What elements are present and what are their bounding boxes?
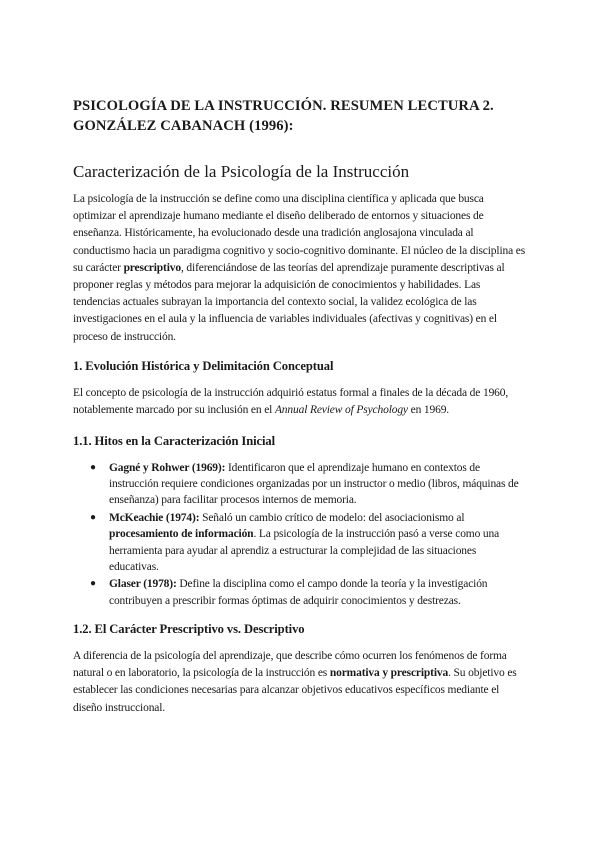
list-item (73, 460, 528, 509)
list-item-text: Identificaron que el aprendizaje humano en contextos de instrucción requiere condiciones organizadas por un instructor o medio (libros, máquinas de enseñanza) para facilitar procesos internos de memoria. (109, 462, 519, 507)
paragraph-2 (73, 648, 528, 717)
section-title: Caracterización de la Psicología de la Instrucción (73, 162, 410, 181)
paragraph-1-text-1: El concepto de psicología de la instrucción adquirió estatus formal a finales de la década de 1960, notablemente marcado por su inclusión en el (73, 387, 509, 417)
intro-text-2: , diferenciándose de las teorías del aprendizaje puramente descriptivas al proponer reglas y métodos para mejorar la adquisición de conocimientos y habilidades. Las tendencias actuales subrayan la importancia del contexto social, la validez ecológica de las investigaciones en el aula y la influencia de variables individuales (afectivas y cognitivas) en el proceso de instrucción. (73, 261, 505, 343)
paragraph-1 (73, 385, 528, 419)
document-title (73, 96, 543, 136)
list-item-text: Señaló un cambio crítico de modelo: del asociacionismo al (199, 512, 465, 525)
list-item-bold: Gagné y Rohwer (1969): (109, 462, 226, 474)
list-item (73, 576, 528, 608)
list-item-text: Define la disciplina como el campo donde la teoría y la investigación contribuyen a prescribir formas óptimas de adquirir conocimientos y destrezas. (109, 578, 488, 607)
heading-1-2: 1.2. El Carácter Prescriptivo vs. Descriptivo (73, 622, 305, 636)
intro-paragraph (73, 191, 528, 346)
list-item-bold-term: procesamiento de información (109, 528, 254, 541)
paragraph-2-text-1: A diferencia de la psicología del aprendizaje, que describe cómo ocurren los fenómenos de forma natural o en laboratorio, la psicología de la instrucción es (73, 650, 507, 680)
paragraph-1-text-2: en 1969. (407, 404, 450, 417)
bullet-icon: ● (90, 462, 96, 473)
bullet-icon: ● (90, 578, 96, 590)
document-title-line-1: PSICOLOGÍA DE LA INSTRUCCIÓN. RESUMEN LECTURA 2. (73, 98, 494, 114)
document-title-line-2: GONZÁLEZ CABANACH (1996): (73, 118, 294, 134)
list-item-bold: Glaser (1978): (109, 578, 177, 591)
heading-1: 1. Evolución Histórica y Delimitación Conceptual (73, 359, 334, 373)
paragraph-2-bold: normativa y prescriptiva (329, 667, 449, 680)
intro-bold-term: prescriptivo (123, 261, 181, 274)
paragraph-1-italic: Annual Review of Psychology (274, 404, 408, 417)
intro-text-1: La psicología de la instrucción se define como una disciplina científica y aplicada que busca optimizar el aprendizaje humano mediante el diseño deliberado de entornos y situaciones de enseñanza. Históricamente, ha evolucionado desde una tradición anglosajona vinculada al conductismo hacia un paradigma cognitivo y socio-cognitivo dominante. El núcleo de la disciplina es su carácter (73, 193, 526, 274)
list-item-bold: McKeachie (1974): (109, 512, 200, 525)
paragraph-2-text-2: . Su objetivo es establecer las condiciones necesarias para alcanzar objetivos educativos específicos mediante el diseño instruccional. (73, 667, 517, 714)
heading-1-1: 1.1. Hitos en la Caracterización Inicial (73, 434, 276, 448)
list-item (73, 510, 528, 575)
list-item-text-2: . La psicología de la instrucción pasó a verse como una herramienta para ayudar al aprendiz a estructurar la complejidad de las situaciones educativas. (109, 528, 500, 573)
bullet-icon: ● (90, 512, 96, 524)
milestones-list (73, 460, 528, 610)
